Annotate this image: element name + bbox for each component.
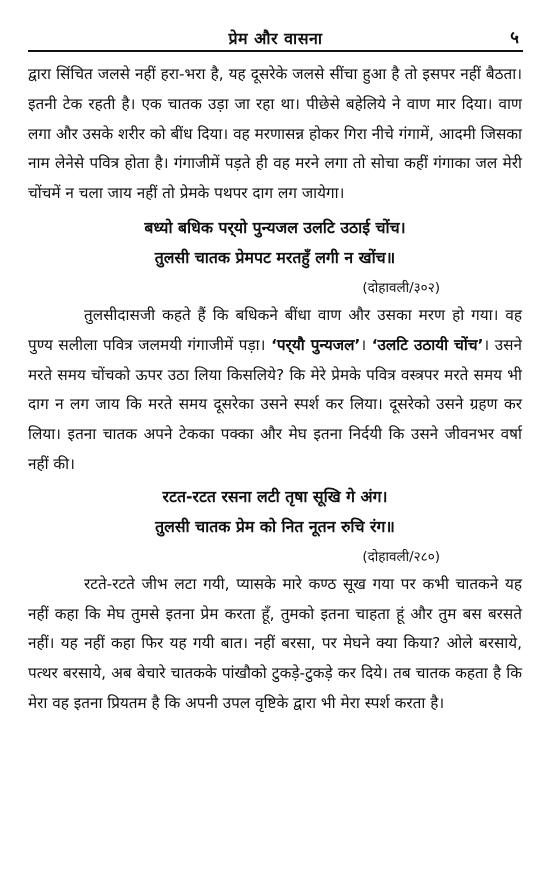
quote-ulati-uthayi-chonch: ‘उलटि उठायी चोंच’ — [371, 335, 484, 354]
verse-2-line-1: रटत-रटत रसना लटी तृषा सूखि गे अंग। — [162, 486, 388, 506]
verse-1-reference: (दोहावली/३०२) — [362, 279, 440, 296]
verse-1 — [28, 213, 522, 273]
paragraph-2-text-3: । उसने मरते समय चोंचको ऊपर उठा लिया किसलिये? कि मेरे प्रेमके पवित्र वस्त्रपर मरते समय भी दाग न लग जाय कि मरते समय दूसरेका उसने स्पर्श कर लिया। दूसरेको उसने ग्रहण कर लिया। इतना चातक अपने टेकका पक्का और मेघ इतना निर्दयी कि उसने जीवनभर वर्षा नहीं की। — [28, 335, 522, 473]
verse-2-reference: (दोहावली/२८०) — [362, 548, 440, 565]
page-header — [28, 20, 523, 52]
paragraph-3: रटते-रटते जीभ लटा गयी, प्यासके मारे कण्ठ सूख गया पर कभी चातकने यह नहीं कहा कि मेघ तुमसे इतना प्रेम करता हूँ, तुमको इतना चाहता हूं और तुम बस बरसते नहीं। यह नहीं कहा फिर यह गयी बात। नहीं बरसा, पर मेघने क्या किया? ओले बरसाये, पत्थर बरसाये, अब बेचारे चातकके पांखौको टुकड़े-टुकड़े कर दिये। तब चातक कहता है कि मेरा वह इतना प्रियतम है कि अपनी उपल वृष्टिके द्वारा भी मेरा स्पर्श करता है। — [28, 574, 522, 712]
verse-1-line-2: तुलसी चातक प्रेमपट मरतहुँ लगी न खोंच॥ — [154, 247, 396, 267]
verse-2-line-2: तुलसी चातक प्रेम को नित नूतन रुचि रंग॥ — [155, 516, 395, 536]
paragraph-2 — [28, 301, 522, 480]
page-title: प्रेम और वासना — [228, 29, 323, 48]
verse-1-line-1: बध्यो बधिक पर्‌यो पुन्यजल उलटि उठाई चोंच। — [144, 217, 406, 237]
page-body — [28, 60, 522, 719]
paragraph-2-text-2: । — [360, 335, 372, 354]
verse-2 — [28, 482, 522, 542]
paragraph-1: द्वारा सिंचित जलसे नहीं हरा-भरा है, यह दूसरेके जलसे सींचा हुआ है तो इसपर नहीं बैठता। इतनी टेक रहती है। एक चातक उड़ा जा रहा था। पीछेसे बहेलिये ने वाण मार दिया। वाण लगा और उसके शरीर को बींध दिया। वह मरणासन्न होकर गिरा नीचे गंगामें, आदमी जिसका नाम लेनेसे पवित्र होता है। गंगाजीमें पड़ते ही वह मरने लगा तो सोचा कहीं गंगाका जल मेरी चोंचमें न चला जाय नहीं तो प्रेमके पथपर दाग लग जायेगा। — [28, 65, 522, 203]
quote-paryau-punyajal: ‘पर्‌यौ पुन्यजल’ — [271, 335, 361, 354]
page-number: ५ — [510, 28, 519, 48]
paragraph-2-text-1: तुलसीदासजी कहते हैं कि बधिकने बींधा वाण और उसका मरण हो गया। वह पुण्य सलीला पवित्र जलमयी गंगाजीमें पड़ा। — [28, 305, 522, 354]
